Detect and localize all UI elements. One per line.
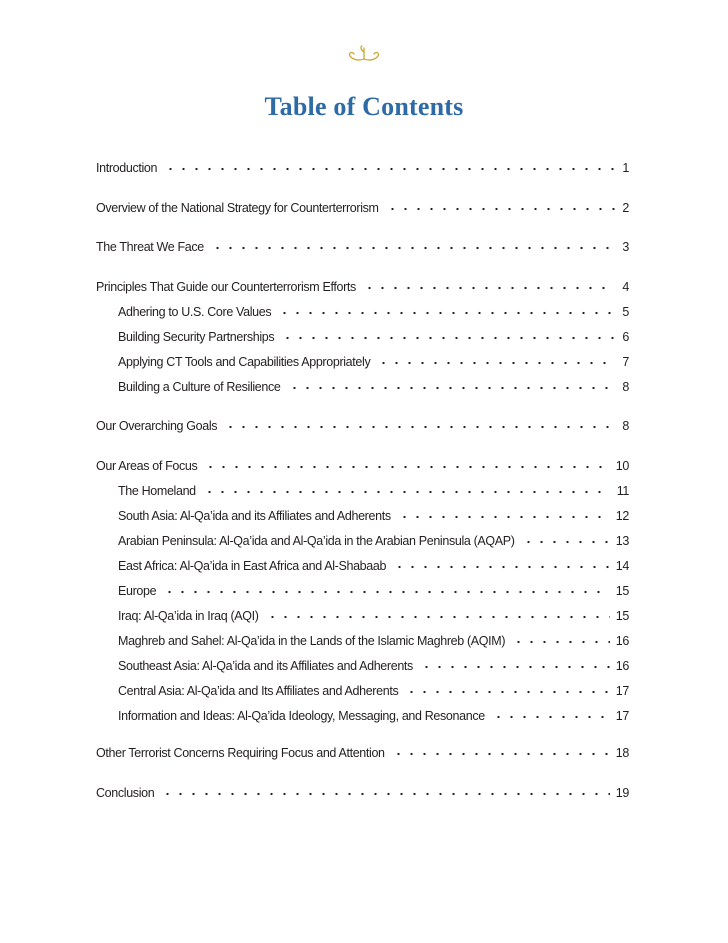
toc-entry[interactable] — [96, 275, 629, 295]
toc-subentry[interactable] — [118, 704, 629, 724]
toc-page-number: 18 — [615, 746, 629, 760]
toc-entry-label: Adhering to U.S. Core Values — [118, 305, 272, 319]
dot-leader — [208, 235, 615, 251]
toc-entry-label: Applying CT Tools and Capabilities Appropriately — [118, 355, 371, 369]
toc-entry-label: Central Asia: Al-Qa’ida and Its Affiliates and Adherents — [118, 684, 399, 698]
toc-entry-label: Other Terrorist Concerns Requiring Focus and Attention — [96, 746, 385, 760]
toc-page-number: 12 — [615, 509, 629, 523]
toc-subentry[interactable] — [118, 350, 629, 370]
toc-page-number: 17 — [615, 684, 629, 698]
toc-subentry[interactable] — [118, 679, 629, 699]
dot-leader — [395, 504, 610, 520]
toc-entry-label: Building a Culture of Resilience — [118, 380, 281, 394]
dot-leader — [221, 414, 615, 430]
toc-page-number: 7 — [622, 355, 629, 369]
dot-leader — [285, 375, 615, 391]
toc-page-number: 15 — [615, 609, 629, 623]
dot-leader — [360, 275, 615, 291]
toc-entry-label: Introduction — [96, 161, 158, 175]
dot-leader — [417, 654, 610, 670]
toc-subentry[interactable] — [118, 554, 629, 574]
dot-leader — [374, 350, 615, 366]
dot-leader — [200, 479, 611, 495]
toc-subentry[interactable] — [118, 629, 629, 649]
toc-entry[interactable] — [96, 156, 629, 176]
toc-page-number: 4 — [622, 280, 629, 294]
dot-leader — [519, 529, 610, 545]
dot-leader — [390, 554, 610, 570]
toc-page-number: 1 — [622, 161, 629, 175]
dot-leader — [161, 156, 615, 172]
toc-entry-label: Iraq: Al-Qa’ida in Iraq (AQI) — [118, 609, 259, 623]
toc-subentry[interactable] — [118, 654, 629, 674]
toc-page-number: 15 — [615, 584, 629, 598]
toc-entry[interactable] — [96, 235, 629, 255]
toc-entry-label: The Threat We Face — [96, 240, 204, 254]
toc-entry-label: South Asia: Al-Qa’ida and its Affiliates and Adherents — [118, 509, 391, 523]
dot-leader — [275, 300, 615, 316]
dot-leader — [160, 579, 610, 595]
toc-entry-label: Arabian Peninsula: Al-Qa’ida and Al-Qa’ida in the Arabian Peninsula (AQAP) — [118, 534, 515, 548]
dot-leader — [278, 325, 615, 341]
toc-entry-label: East Africa: Al-Qa’ida in East Africa and Al-Shabaab — [118, 559, 387, 573]
toc-entry-label: Information and Ideas: Al-Qa’ida Ideology, Messaging, and Resonance — [118, 709, 485, 723]
toc-subentry[interactable] — [118, 529, 629, 549]
toc-subentry[interactable] — [118, 325, 629, 345]
toc-page-number: 19 — [615, 786, 629, 800]
dot-leader — [263, 604, 610, 620]
toc-entry-label: Principles That Guide our Counterterrorism Efforts — [96, 280, 356, 294]
toc-page-number: 11 — [616, 484, 629, 498]
toc-entry-label: The Homeland — [118, 484, 196, 498]
toc-subentry[interactable] — [118, 604, 629, 624]
toc-entry[interactable] — [96, 741, 629, 761]
dot-leader — [158, 781, 609, 797]
dot-leader — [389, 741, 610, 757]
toc-entry-label: Building Security Partnerships — [118, 330, 275, 344]
toc-entry[interactable] — [96, 454, 629, 474]
toc-entry-label: Maghreb and Sahel: Al-Qa’ida in the Lands of the Islamic Maghreb (AQIM) — [118, 634, 506, 648]
toc-page-number: 16 — [615, 634, 629, 648]
toc-entry-label: Our Areas of Focus — [96, 459, 198, 473]
toc-page-number: 8 — [622, 380, 629, 394]
toc-entry-label: Southeast Asia: Al-Qa’ida and its Affiliates and Adherents — [118, 659, 413, 673]
toc-entry-label: Overview of the National Strategy for Counterterrorism — [96, 201, 379, 215]
toc-subentry[interactable] — [118, 479, 629, 499]
toc-page-number: 17 — [615, 709, 629, 723]
dot-leader — [383, 196, 615, 212]
dot-leader — [402, 679, 609, 695]
toc-page-number: 3 — [622, 240, 629, 254]
toc-entry-label: Our Overarching Goals — [96, 419, 218, 433]
toc-page-number: 2 — [622, 201, 629, 215]
toc-entry-label: Europe — [118, 584, 157, 598]
toc-page-number: 6 — [622, 330, 629, 344]
toc-page-number: 8 — [622, 419, 629, 433]
toc-subentry[interactable] — [118, 300, 629, 320]
toc-page-number: 5 — [622, 305, 629, 319]
dot-leader — [201, 454, 609, 470]
toc-subentry[interactable] — [118, 579, 629, 599]
toc-subentry[interactable] — [118, 375, 629, 395]
toc-page-number: 13 — [615, 534, 629, 548]
toc-entry[interactable] — [96, 414, 629, 434]
toc-subentry[interactable] — [118, 504, 629, 524]
toc-entry[interactable] — [96, 781, 629, 801]
flourish-ornament-icon — [344, 44, 384, 66]
toc-page-number: 10 — [615, 459, 629, 473]
dot-leader — [489, 704, 610, 720]
toc-page-number: 16 — [615, 659, 629, 673]
toc-entry[interactable] — [96, 196, 629, 216]
dot-leader — [509, 629, 610, 645]
page-title: Table of Contents — [264, 92, 464, 121]
toc-entry-label: Conclusion — [96, 786, 155, 800]
toc-page-number: 14 — [615, 559, 629, 573]
